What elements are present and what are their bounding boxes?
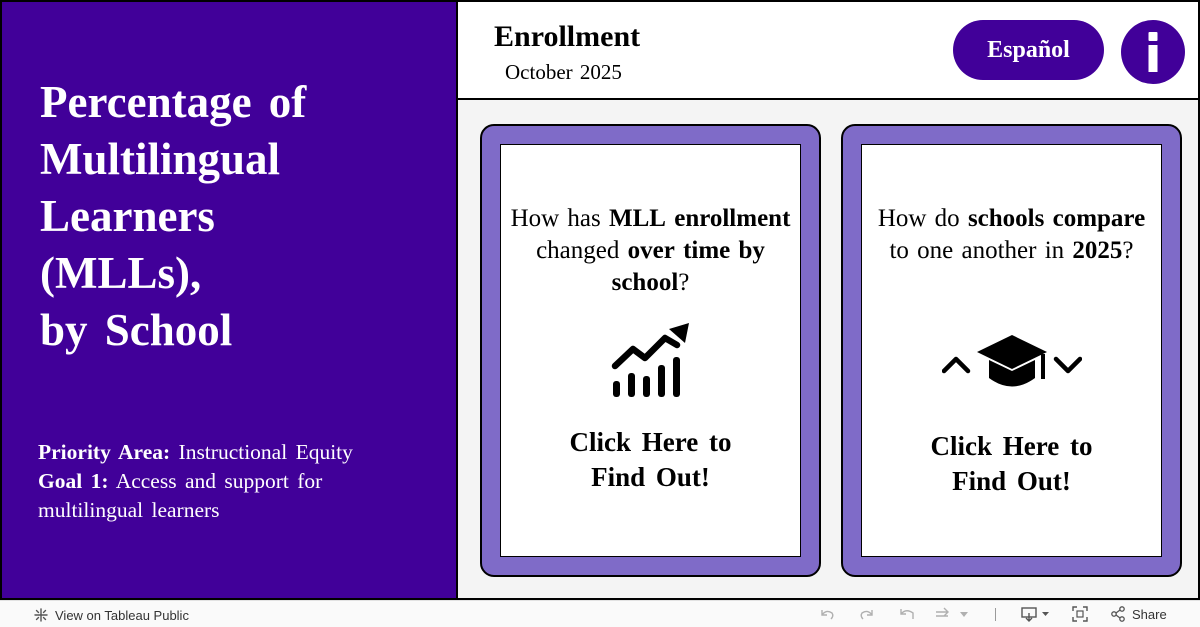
toolbar-divider xyxy=(995,608,996,621)
question-text: to one another in xyxy=(889,237,1073,264)
question-text xyxy=(666,205,674,232)
question-emphasis: schools xyxy=(967,205,1045,232)
cta-line: Click Here to xyxy=(930,431,1093,461)
trend-chart-icon xyxy=(611,321,691,401)
title-line: Multilingual xyxy=(40,134,281,184)
priority-value: Instructional Equity xyxy=(178,440,353,464)
question-emphasis: compare xyxy=(1052,205,1146,232)
redo-button[interactable] xyxy=(858,606,876,622)
card-icon-wrap xyxy=(862,333,1161,397)
question-text: ? xyxy=(1122,237,1134,264)
tableau-logo-icon xyxy=(33,607,49,623)
cta-line: Click Here to xyxy=(569,427,732,457)
goal-value-line1: Access and support for xyxy=(115,469,323,493)
fullscreen-button[interactable] xyxy=(1072,606,1088,622)
refresh-button[interactable] xyxy=(934,606,968,622)
question-text: ? xyxy=(678,269,690,296)
question-emphasis: MLL xyxy=(609,205,666,232)
revert-icon xyxy=(898,606,916,622)
question-emphasis: time by school xyxy=(611,237,765,296)
question-text xyxy=(675,237,683,264)
title-line: Percentage of xyxy=(40,77,307,127)
question-emphasis: 2025 xyxy=(1072,237,1123,264)
card-content xyxy=(500,144,801,557)
undo-icon xyxy=(818,606,836,622)
report-date: October 2025 xyxy=(505,60,622,84)
section-title: Enrollment xyxy=(494,20,641,53)
fullscreen-icon xyxy=(1072,606,1088,622)
page-title xyxy=(40,74,420,359)
title-line: by School xyxy=(40,305,233,355)
share-button[interactable] xyxy=(1110,606,1167,622)
revert-button[interactable] xyxy=(898,606,916,622)
goal-1 xyxy=(38,467,438,496)
cta-line: Find Out! xyxy=(952,466,1071,496)
header xyxy=(458,2,1198,100)
tableau-toolbar xyxy=(0,600,1200,627)
question-emphasis: enrollment xyxy=(674,205,791,232)
refresh-icon xyxy=(934,606,968,622)
undo-button[interactable] xyxy=(818,606,836,622)
question-text: changed xyxy=(536,237,628,264)
goal-label: Goal 1: xyxy=(38,469,109,493)
goal-value-line2: multilingual learners xyxy=(38,498,220,522)
graduation-cap-compare-icon xyxy=(942,333,1082,397)
card-question xyxy=(509,203,792,299)
title-panel xyxy=(2,2,458,598)
title-line: (MLLs), xyxy=(40,248,202,298)
download-icon xyxy=(1020,606,1052,622)
card-question xyxy=(870,203,1153,267)
info-icon xyxy=(1121,20,1185,84)
question-emphasis: over xyxy=(627,237,675,264)
question-text: How do xyxy=(877,205,968,232)
card-icon-wrap xyxy=(501,321,800,401)
spanish-language-button[interactable]: Español xyxy=(953,20,1104,80)
card-cta[interactable] xyxy=(511,425,790,495)
share-label: Share xyxy=(1132,606,1167,622)
priority-label: Priority Area: xyxy=(38,440,171,464)
card-content xyxy=(861,144,1162,557)
card-cta[interactable] xyxy=(872,429,1151,499)
question-text xyxy=(1044,205,1052,232)
view-link-label: View on Tableau Public xyxy=(55,607,189,623)
mll-trend-card[interactable] xyxy=(480,124,821,577)
priority-area xyxy=(38,438,438,467)
download-button[interactable] xyxy=(1020,606,1052,622)
title-line: Learners xyxy=(40,191,215,241)
info-button[interactable] xyxy=(1121,20,1185,84)
question-text: How has xyxy=(510,205,610,232)
goals-block xyxy=(38,438,438,525)
school-compare-card[interactable] xyxy=(841,124,1182,577)
view-on-tableau-link[interactable] xyxy=(33,607,189,623)
share-icon xyxy=(1110,606,1126,622)
cta-line: Find Out! xyxy=(591,462,710,492)
redo-icon xyxy=(858,606,876,622)
